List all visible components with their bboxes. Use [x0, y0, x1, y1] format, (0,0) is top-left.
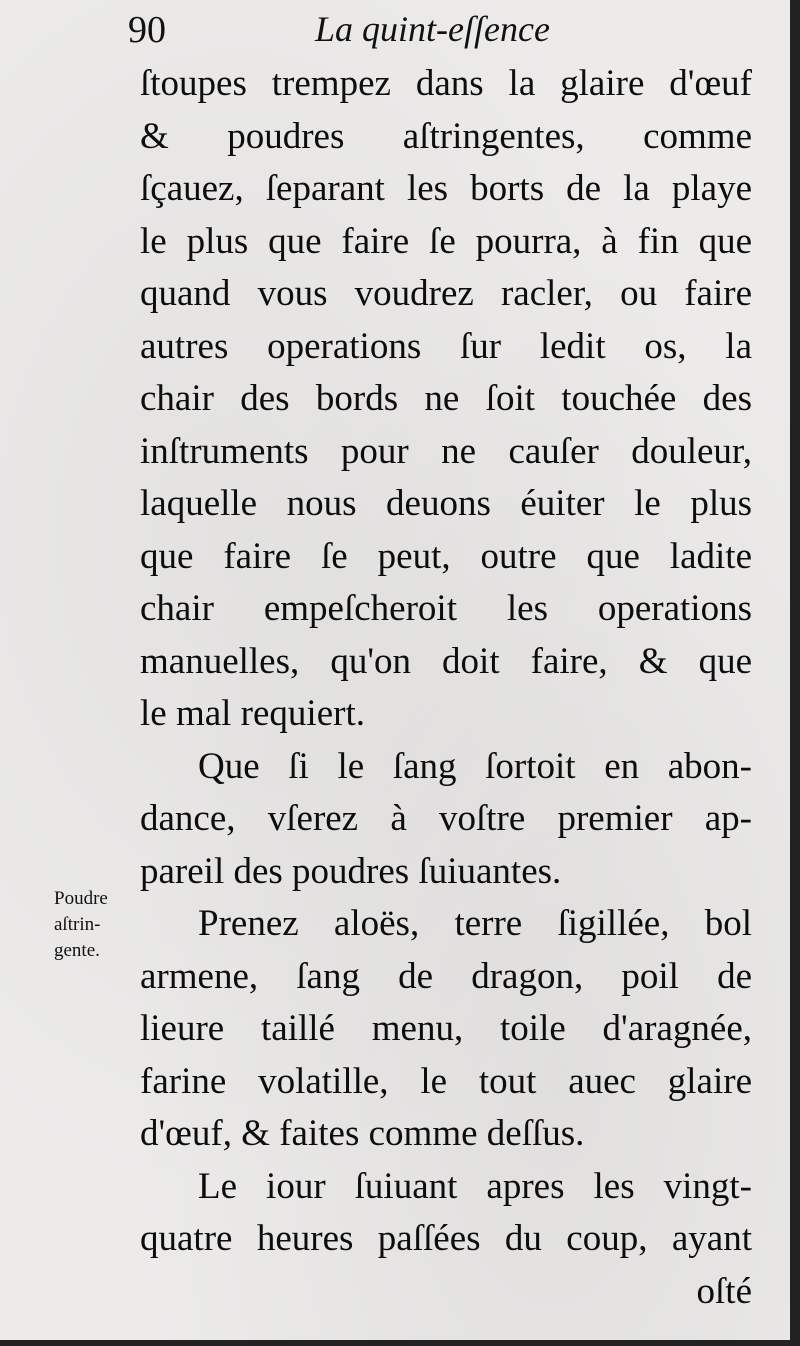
text-line: laquelle nous deuons éuiter le plus	[140, 483, 752, 524]
body-text	[140, 58, 752, 1318]
text-line: autres operations ſur ledit os, la	[140, 325, 752, 367]
text-line: & poudres aſtringentes, comme	[140, 115, 752, 157]
text-line: chair des bords ne ſoit touchée des	[140, 378, 752, 419]
margin-note	[54, 886, 138, 964]
text-line: pareil des poudres ſuiuantes.	[140, 850, 562, 892]
text-line: chair empeſcheroit les operations	[140, 588, 752, 629]
text-line: quand vous voudrez racler, ou faire	[140, 273, 752, 314]
running-title: La quint-eſſence	[315, 9, 550, 49]
text-line: que faire ſe peut, outre que ladite	[140, 535, 752, 577]
margin-note-line: gente.	[54, 940, 100, 961]
text-line: ſçauez, ſeparant les borts de la playe	[140, 168, 752, 209]
text-line: le plus que faire ſe pourra, à fin que	[140, 220, 752, 262]
page-edge-bottom	[0, 1340, 800, 1346]
text-line: inſtruments pour ne cauſer douleur,	[140, 430, 752, 472]
text-line: ſtoupes trempez dans la glaire d'œuf	[140, 63, 752, 104]
text-line: dance, vſerez à voſtre premier ap-	[140, 798, 752, 839]
text-line: manuelles, qu'on doit faire, & que	[140, 640, 752, 682]
catchword: oſté	[696, 1270, 752, 1312]
page-number: 90	[128, 9, 166, 51]
text-line: quatre heures paſſées du coup, ayant	[140, 1218, 752, 1259]
text-line: d'œuf, & faites comme deſſus.	[140, 1113, 585, 1154]
text-line: farine volatille, le tout auec glaire	[140, 1060, 752, 1102]
text-line: armene, ſang de dragon, poil de	[140, 955, 752, 997]
margin-note-line: aſtrin-	[54, 914, 101, 935]
page-header	[0, 8, 790, 58]
text-line: Prenez aloës, terre ſigillée, bol	[198, 903, 752, 944]
text-line: Le iour ſuiuant apres les vingt-	[198, 1165, 752, 1207]
margin-note-line: Poudre	[54, 888, 108, 909]
text-line: le mal requiert.	[140, 693, 365, 734]
page-edge-right	[790, 0, 800, 1346]
text-line: Que ſi le ſang ſortoit en abon-	[198, 745, 752, 787]
text-line: lieure taillé menu, toile d'aragnée,	[140, 1008, 752, 1049]
